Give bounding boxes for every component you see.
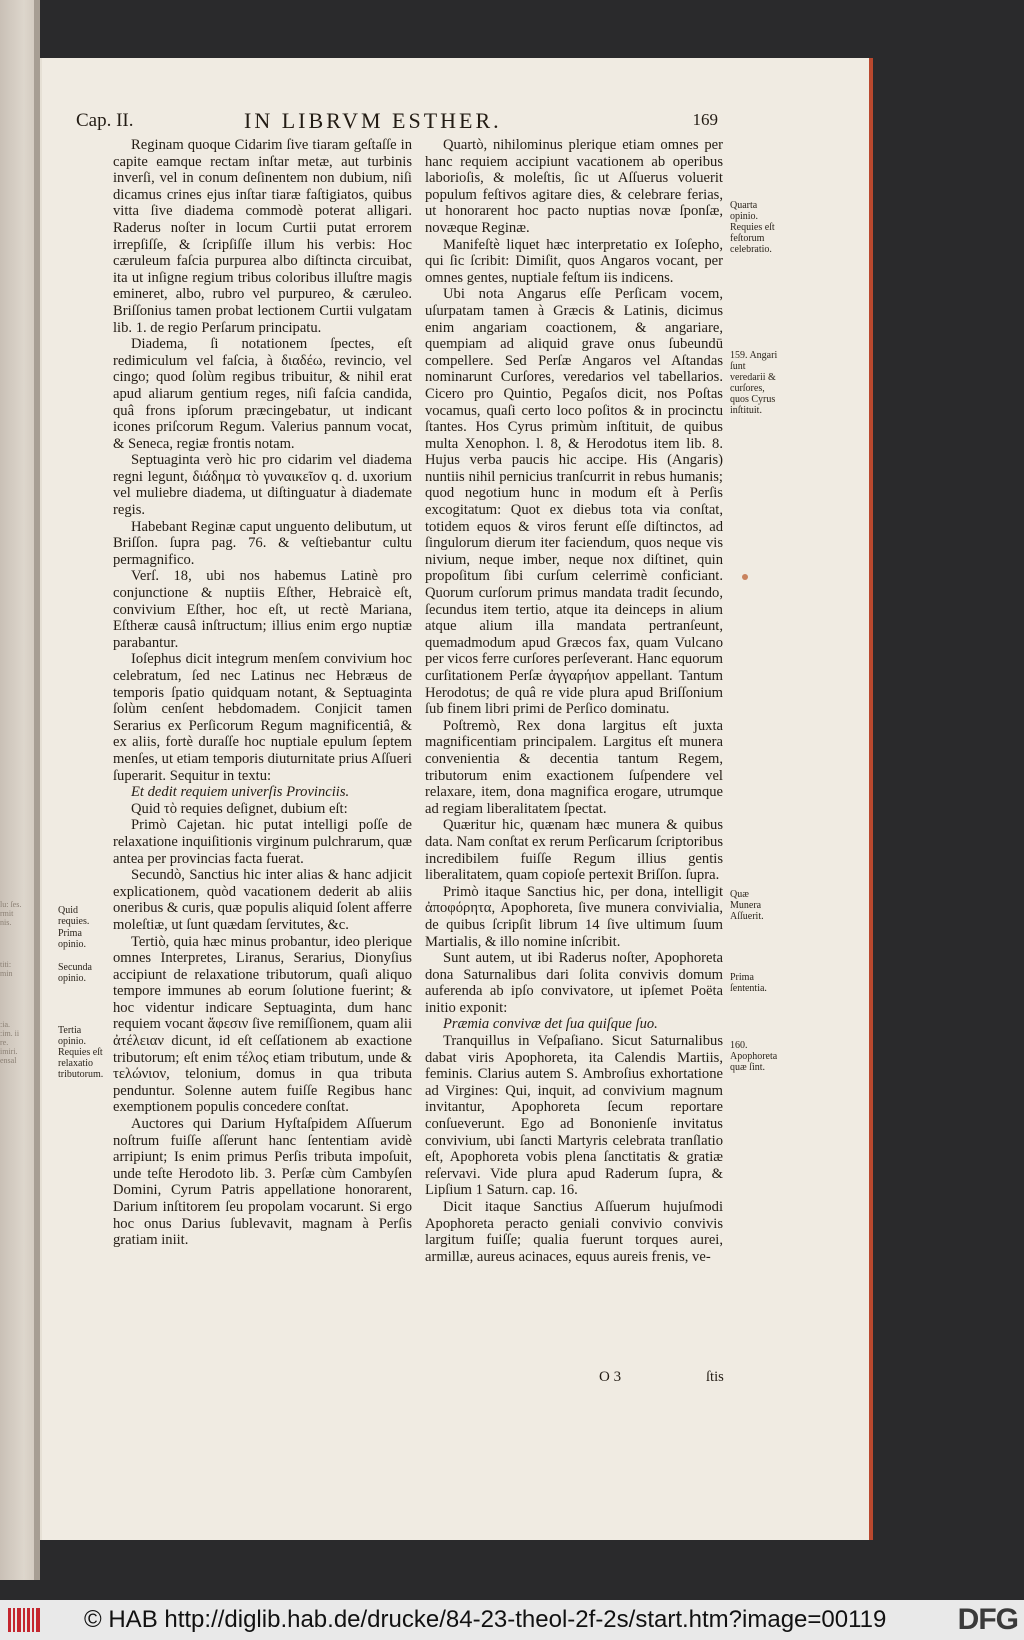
dfg-logo: DFG <box>957 1603 1018 1636</box>
paragraph: Ioſephus dicit integrum menſem convivium hoc celebratum, ſed nec Latinus nec Hebræus de temporis ſpatio quidquam notant, & Septuaginta ſolùm cenſent hebdomadem. Conjicit tamen Serarius ex Perſicorum Regum magnificentiâ, & ex aliis, fortè duraſſe hoc nuptiale epulum ſeptem menſes, ut etiam temporis diuturnitate prius Aſſueri ſuperarit. Sequitur in textu: <box>113 651 412 784</box>
margin-note-left: Prima opinio. <box>58 928 87 950</box>
text-column-left <box>113 137 412 1249</box>
paragraph: Verſ. 18, ubi nos habemus Latinè pro conjunctione & nuptiis Eſther, Hebraicè eſt, convivium Eſther, hoc eſt, ut rectè Mariana, Eſtheræ causâ inſtructum; illius enim ergo nuptiæ parabantur. <box>113 568 412 651</box>
margin-note-left: Quid requies. <box>58 905 90 927</box>
paragraph: Secundò, Sanctius hic inter alias & hanc adjicit explicationem, quòd vacationem dederit ab aliis oneribus & curis, quæ populis aliquid ſolent afferre moleſtiæ, ut ſunt quædam ſervitutes, &c. <box>113 867 412 933</box>
paragraph: Primò itaque Sanctius hic, per dona, intelligit ἀποφόρητα, Apophoreta, ſive munera convivialia, de quibus ſcripſit librum 14 ſive ultimum ſuum Martialis, & illo nomine inſcribit. <box>425 883 723 950</box>
paragraph: Tranquillus in Veſpaſiano. Sicut Saturnalibus dabat viris Apophoreta, ita Calendis Martiis, feminis. Clarius autem S. Ambroſius exhortatione ad Virgines: Qui, inquit, ad convivium magnum invitantur, Apophoreta ſecum reportare conſueverunt. Ego ad Bononienſe invitatus convivium, ubi ſancti Martyris celebrata tranſlatio eſt, Apophoreta vobis plena ſanctitatis & gratiæ reſervavi. Vide plura apud Raderum ſupra, & Lipſium 1 Saturn. cap. 16. <box>425 1033 723 1199</box>
quoted-verse: Præmia convivæ det ſua quiſque ſuo. <box>443 1016 658 1033</box>
paragraph: Diadema, ſi notationem ſpectes, eſt redimiculum vel faſcia, à διαδέω, revincio, vel cingo; quod ſolùm regibus tribuitur, & nihil erat apud aliarum gentium reges, niſi faſcia candida, quâ frons ipſorum præcingebatur, ut indicant icones priſcorum Regum. Valerius pannum vocat, & Seneca, regiæ frontis notam. <box>113 336 412 452</box>
facing-page-ghost-text: lu: ſes. rmit nis. <box>0 900 22 927</box>
facing-page-ghost-text: titi: min <box>0 960 13 978</box>
paragraph: Septuaginta verò hic pro cidarim vel diadema regni legunt, διάδημα τὸ γυναικεῖον q. d. uxorium vel muliebre diadema, ut diſtinguatur à diademate regis. <box>113 452 412 519</box>
barcode-icon <box>8 1608 48 1632</box>
margin-note-right: Quæ Munera Aſſuerit. <box>730 889 764 922</box>
chapter-label: Cap. II. <box>76 110 134 131</box>
paragraph: Quid τὸ requies deſignet, dubium eſt: <box>131 800 348 817</box>
viewer-footer <box>0 1600 1024 1640</box>
paragraph: Sunt autem, ut ibi Raderus noſter, Apophoreta dona Saturnalibus dari ſolita convivis domum auferenda ab ipſo convivatore, ut ipſemet Poëta initio exponit: <box>425 950 723 1016</box>
paragraph: Quæritur hic, quænam hæc munera & quibus data. Nam conſtat ex rerum Perſicarum ſcriptoribus incredibilem fuiſſe Regum illius gentis liberalitatem, quam copioſe pertexit Briſſon. ſupra. <box>425 817 723 884</box>
paragraph: Dicit itaque Sanctius Aſſuerum hujuſmodi Apophoreta peracto geniali convivio convivis largitum fuiſſe; qualia fuerunt torques aurei, armillæ, aureus acinaces, equus aureis frenis, ve- <box>425 1199 723 1265</box>
paragraph: Ubi nota Angarus eſſe Perſicam vocem, uſurpatam tamen à Græcis & Latinis, dicimus enim angariam coactionem, & angariare, quempiam ad aliquid grave onus ſubeundū compellere. Sed Perſæ Angaros vel Aſtandas nominarunt Curſores, veredarios vel tabellarios. Cicero pro Quintio, Pegaſos dicit, nos Poſtas vocamus, quaſi certo loco poſitos & in procinctu ſtantes. Hos Cyrus primùm inſtituit, de quibus multa Xenophon. l. 8, & Herodotus item lib. 8. Hujus verba paucis hic accipe. His (Angaris) nuntiis nihil pernicius tranſcurrit in rebus humanis; quod negotium hunc in modum eſt à Perſis excogitatum: Quot ex diebus tota via conſtat, totidem equos & viros ferunt eſſe diſtinctos, ad ſingulorum dierum iter faciendum, quos neque vis nivium, neque imber, neque nox diſtinet, quin propoſitum ſibi curſum celerrimè conficiant. Quorum curſorum primus mandata tradit ſecundo, ſecundus item tertio, atque ita deinceps in alium atque alium illa mandata pertranſeunt, quemadmodum apud Græcos fax, quam Vulcano per vicos ferre curſores perſeverant. Hanc equorum curſitationem Perſæ ἀγγαρήιον appellant. Tantum Herodotus; de quâ re vide plura apud Briſſonium ſub finem libri primi de Perſico dominatu. <box>425 286 723 718</box>
paragraph: Reginam quoque Cidarim ſive tiaram geſtaſſe in capite eamque rectam inſtar metæ, aut turbinis inverſi, vel in conum deſinentem non dubium, niſi dicamus crines ejus inſtar tiaræ faſtigiatos, quibus vitta ſive diadema commodè poterat alligari. Raderus noſter in locum Curtii putat errorem irrepſiſſe, & ſcripſiſſe illum his verbis: Hoc cæruleum faſcia purpurea albo diſtincta circuibat, ita ut inſigne regium tribus coloribus illuſtre magis emineret, albo, rubro vel purpureo, & cæruleo. Briſſonius tamen probat lectionem Curtii vulgatam lib. 1. de regio Perſarum principatu. <box>113 137 412 336</box>
margin-note-right: 159. Angari ſunt veredarii & curſores, quos Cyrus inſtituit. <box>730 350 778 416</box>
facing-page-ghost-text: :ia. :im. ii re. imiri. ensal <box>0 1020 20 1065</box>
paragraph: Auctores qui Darium Hyſtaſpidem Aſſuerum noſtrum fuiſſe aſſerunt hanc ſententiam avidè arripiunt; Is enim primus Perſis tributa impoſuit, unde teſte Herodoto lib. 3. Perſæ cùm Cambyſen Domini, Cyrum Patris appellatione honorarent, Darium inſtitorem ſeu propolam vocarunt. Si ergo hoc onus Darius ſublevavit, magnam à Perſis gratiam iniit. <box>113 1116 412 1249</box>
facing-page-edge <box>0 0 40 1580</box>
margin-note-left: Secunda opinio. <box>58 962 92 984</box>
page-number: 169 <box>692 110 718 129</box>
margin-note-right: Prima ſententia. <box>730 972 767 994</box>
ink-spot <box>742 574 748 580</box>
paragraph: Poſtremò, Rex dona largitus eſt juxta magnificentiam principalem. Largitus eſt munera convenientia & decentia tantum Regem, tributorum enim exactionem ſuſpendere vel relaxare, item, dona magnifica erogare, utrumque ad regiam liberalitatem ſpectat. <box>425 717 723 817</box>
paragraph: Tertiò, quia hæc minus probantur, ideo plerique omnes Interpretes, Liranus, Serarius, Dionyſius accipiunt de relaxatione tributorum, quaſi aliquo tempore immunes ab eorum ſolutione fuerint; & hoc videntur indicare Septuaginta, dum hanc requiem vocant ἄφεσιν ſive remiſſionem, quam alii ἀτέλειαν dicunt, id eſt ceſſationem ab exactione tributorum; eſt enim τέλος etiam tributum, unde & τελώνιον, telonium, domus in qua tributa penduntur. Solenne autem fuiſſe Regibus hanc exemptionem populis concedere conſtat. <box>113 933 412 1116</box>
quoted-verse: Et dedit requiem univerſis Provinciis. <box>131 784 350 801</box>
signature-mark: O 3 <box>599 1369 622 1385</box>
running-header <box>76 110 718 134</box>
margin-note-left: Tertia opinio. Requies eſt relaxatio tributorum. <box>58 1025 104 1080</box>
margin-note-right: 160. Apophoreta quæ ſint. <box>730 1040 778 1073</box>
margin-note-right: Quarta opinio. Requies eſt feſtorum celebratio. <box>730 200 775 255</box>
paragraph: Quartò, nihilominus plerique etiam omnes per hanc requiem accipiunt vacationem ab operibus laborioſis, & moleſtis, ſic ut Aſſuerus voluerit populum feſtivos agitare dies, & celebrare ferias, ut honorarent hoc pacto nuptias novæ ſponſæ, novæque Reginæ. <box>425 137 723 236</box>
paragraph: Manifeſtè liquet hæc interpretatio ex Ioſepho, qui ſic ſcribit: Dimiſit, quos Angaros vocant, per omnes gentes, nuptiale feſtum iis indicens. <box>425 236 723 286</box>
running-title: IN LIBRVM ESTHER. <box>244 108 502 133</box>
text-column-right <box>425 137 723 1265</box>
catchword: ſtis <box>706 1369 724 1385</box>
copyright-url[interactable]: © HAB http://diglib.hab.de/drucke/84-23-theol-2f-2s/start.htm?image=00119 <box>84 1606 887 1633</box>
paragraph: Habebant Reginæ caput unguento delibutum, ut Briſſon. ſupra pag. 76. & veſtiebantur cultu permagnifico. <box>113 518 412 568</box>
paragraph: Primò Cajetan. hic putat intelligi poſſe de relaxatione inquiſitionis virginum pulchrarum, quæ antea per provincias facta fuerat. <box>113 817 412 867</box>
